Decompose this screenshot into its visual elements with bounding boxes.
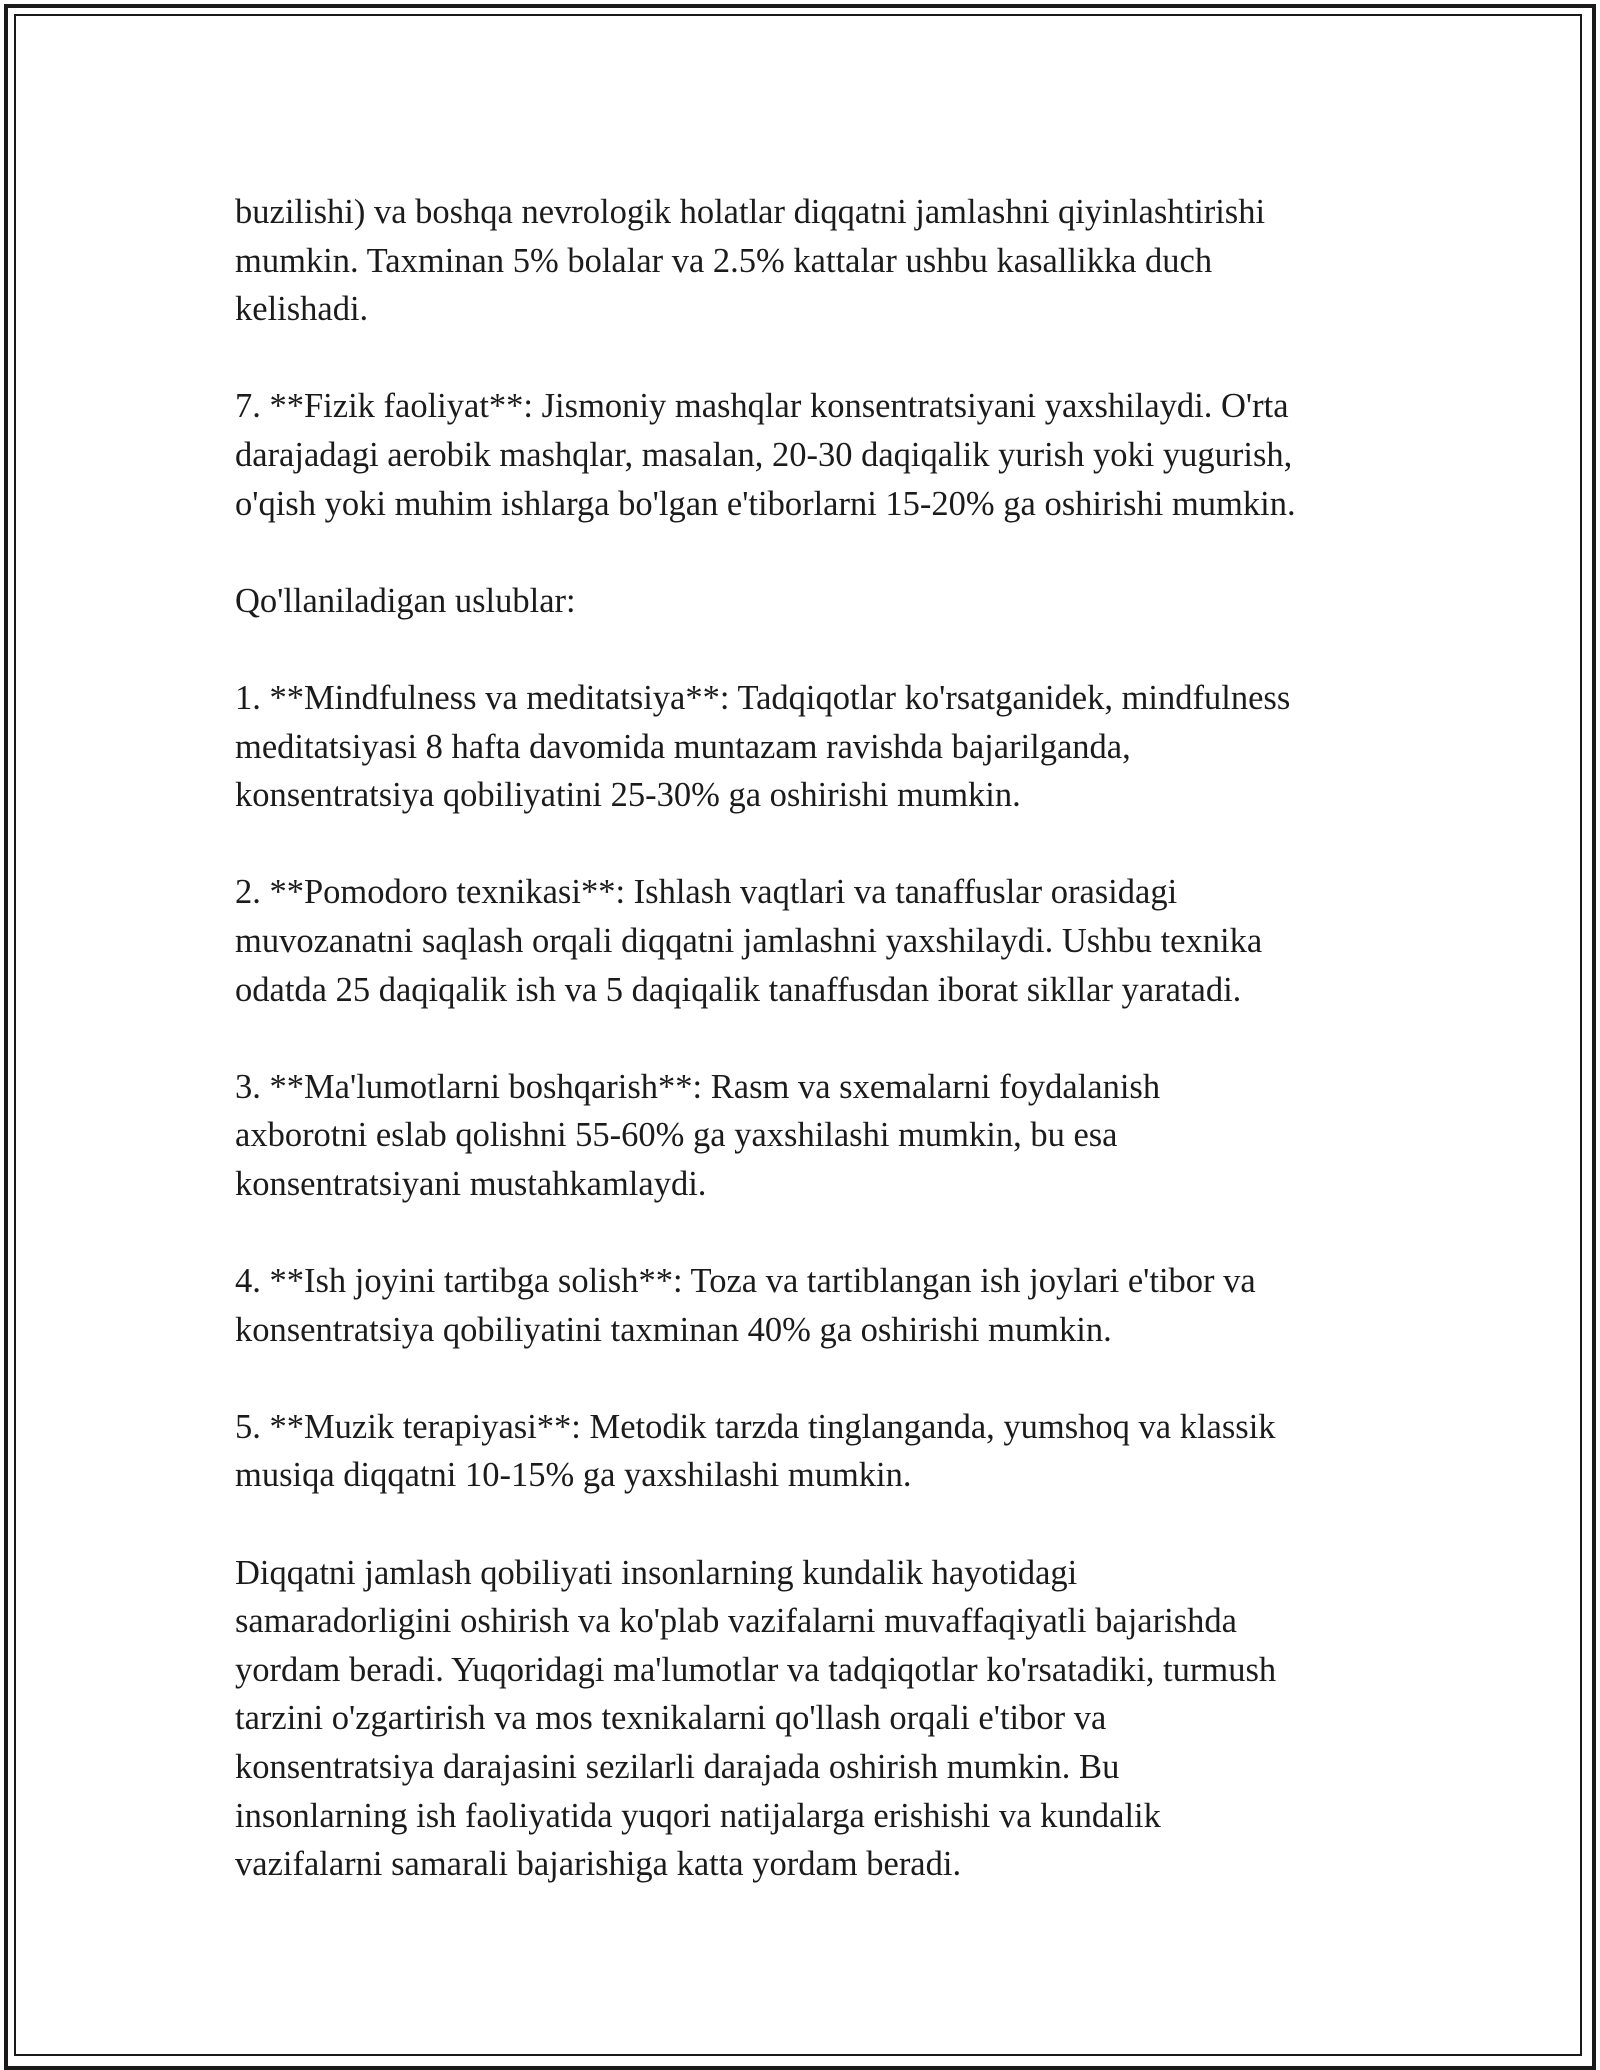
text-line: darajadagi aerobik mashqlar, masalan, 20-30 daqiqalik yurish yoki yugurish, [235,435,1293,474]
text-line: Qo'llaniladigan uslublar: [235,581,576,620]
text-line: 7. **Fizik faoliyat**: Jismoniy mashqlar konsentratsiyani yaxshilaydi. O'rta [235,387,1289,426]
text-line: tarzini o'zgartirish va mos texnikalarni qo'llash orqali e'tibor va [235,1699,1107,1738]
text-line: axborotni eslab qolishni 55-60% ga yaxshilashi mumkin, bu esa [235,1116,1118,1155]
text-line: samaradorligini oshirish va ko'plab vazifalarni muvaffaqiyatli bajarishda [235,1602,1237,1641]
text-line: muvozanatni saqlash orqali diqqatni jamlashni yaxshilaydi. Ushbu texnika [235,921,1263,960]
paragraph-intro-continuation [235,188,1385,334]
list-item-pomodoro [235,868,1385,1014]
text-line: Diqqatni jamlash qobiliyati insonlarning kundalik hayotidagi [235,1553,1078,1592]
list-item-malumotlar [235,1063,1385,1209]
list-item-fizik-faoliyat [235,382,1385,528]
text-line: mumkin. Taxminan 5% bolalar va 2.5% kattalar ushbu kasallikka duch [235,241,1213,280]
text-line: konsentratsiyani mustahkamlaydi. [235,1164,707,1203]
text-line: konsentratsiya darajasini sezilarli darajada oshirish mumkin. Bu [235,1748,1120,1786]
text-line: odatda 25 daqiqalik ish va 5 daqiqalik tanaffusdan iborat sikllar yaratadi. [235,970,1242,1009]
text-line: kelishadi. [235,290,369,329]
list-item-ish-joyi [235,1257,1385,1354]
text-line: 3. **Ma'lumotlarni boshqarish**: Rasm va sxemalarni foydalanish [235,1067,1161,1106]
text-line: 5. **Muzik terapiyasi**: Metodik tarzda tinglanganda, yumshoq va klassik [235,1407,1276,1446]
text-line: yordam beradi. Yuqoridagi ma'lumotlar va tadqiqotlar ko'rsatadiki, turmush [235,1650,1277,1689]
text-line: musiqa diqqatni 10-15% ga yaxshilashi mumkin. [235,1456,912,1495]
paragraph-conclusion [235,1549,1385,1889]
list-item-muzik-terapiya [235,1403,1385,1500]
text-line: konsentratsiya qobiliyatini 25-30% ga oshirishi mumkin. [235,776,1021,815]
text-line: insonlarning ish faoliyatida yuqori natijalarga erishishi va kundalik [235,1796,1161,1835]
text-line: 1. **Mindfulness va meditatsiya**: Tadqiqotlar ko'rsatganidek, mindfulness [235,678,1291,717]
text-line: vazifalarni samarali bajarishiga katta yordam beradi. [235,1845,962,1884]
text-line: buzilishi) va boshqa nevrologik holatlar diqqatni jamlashni qiyinlashtirishi [235,193,1266,231]
document-body [235,188,1385,1937]
text-line: konsentratsiya qobiliyatini taxminan 40% ga oshirishi mumkin. [235,1310,1112,1349]
text-line: 4. **Ish joyini tartibga solish**: Toza va tartiblangan ish joylari e'tibor va [235,1262,1256,1301]
text-line: meditatsiyasi 8 hafta davomida muntazam ravishda bajarilganda, [235,727,1131,766]
section-heading-uslublar [235,577,1385,626]
text-line: 2. **Pomodoro texnikasi**: Ishlash vaqtlari va tanaffuslar orasidagi [235,873,1178,912]
text-line: o'qish yoki muhim ishlarga bo'lgan e'tiborlarni 15-20% ga oshirishi mumkin. [235,484,1296,523]
list-item-mindfulness [235,674,1385,820]
